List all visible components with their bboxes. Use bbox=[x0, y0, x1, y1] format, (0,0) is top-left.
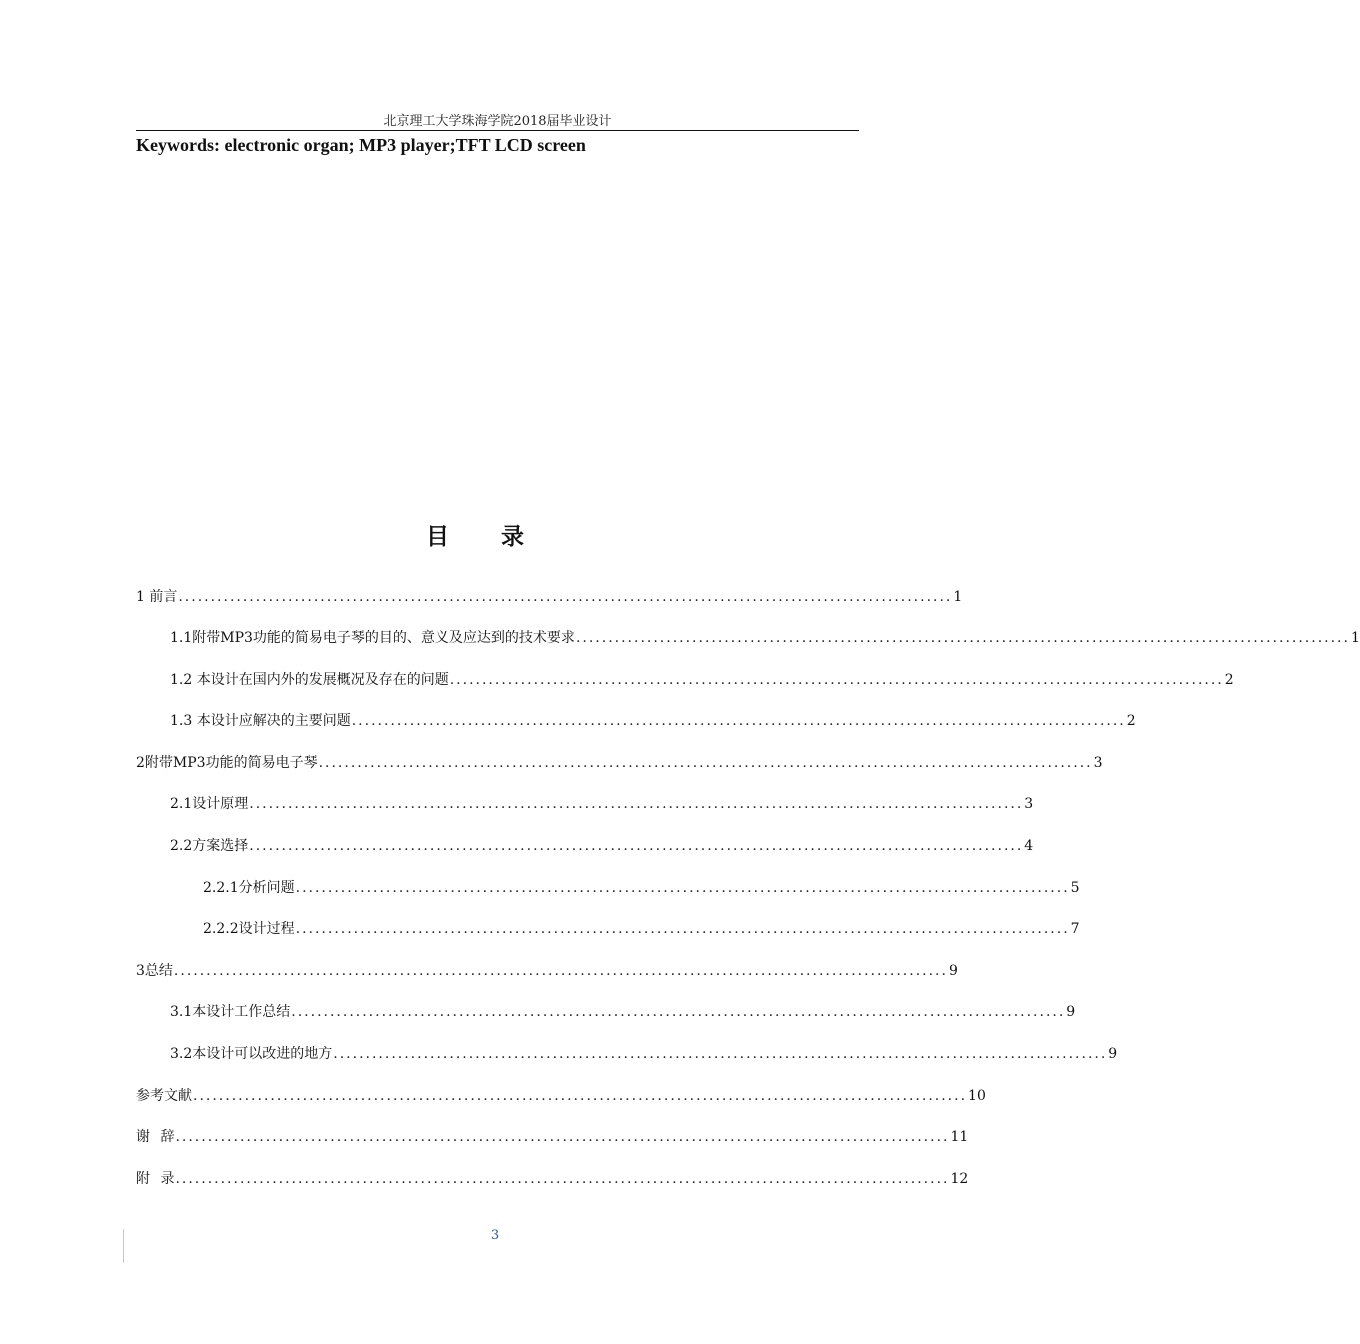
toc-entry-label: 1 前言 bbox=[136, 589, 178, 605]
toc-entry-page: 2 bbox=[1224, 672, 1234, 688]
toc-entry-3[interactable] bbox=[136, 960, 958, 980]
toc-entry-page: 12 bbox=[950, 1171, 969, 1187]
toc-dot-leader: ........................................................................................................................ bbox=[575, 630, 1350, 646]
page-number: 3 bbox=[490, 1228, 500, 1243]
toc-entry-page: 5 bbox=[1070, 880, 1080, 896]
toc-dot-leader: ........................................................................................................................ bbox=[249, 796, 1024, 812]
keywords-text: electronic organ; MP3 player;TFT LCD screen bbox=[224, 135, 586, 155]
toc-entry-page: 1 bbox=[1350, 630, 1360, 646]
toc-entry-page: 9 bbox=[1066, 1004, 1076, 1020]
toc-entry-page: 1 bbox=[953, 589, 963, 605]
toc-entry-3-1[interactable] bbox=[170, 1001, 1076, 1021]
toc-entry-label: 附 录 bbox=[136, 1171, 175, 1187]
toc-dot-leader: ........................................................................................................................ bbox=[175, 1129, 950, 1145]
toc-entry-page: 2 bbox=[1126, 713, 1136, 729]
toc-entry-label: 参考文献 bbox=[136, 1088, 192, 1104]
toc-entry-label: 2.2.2设计过程 bbox=[203, 921, 295, 937]
toc-dot-leader: ........................................................................................................................ bbox=[291, 1004, 1066, 1020]
toc-entry-2[interactable] bbox=[136, 752, 1103, 772]
toc-entry-label: 1.1附带MP3功能的简易电子琴的目的、意义及应达到的技术要求 bbox=[170, 630, 575, 646]
toc-entry-page: 4 bbox=[1024, 838, 1034, 854]
toc-entry-label: 1.2 本设计在国内外的发展概况及存在的问题 bbox=[170, 672, 449, 688]
toc-entry-label: 3.1本设计工作总结 bbox=[170, 1004, 291, 1020]
toc-entry-2-1[interactable] bbox=[170, 793, 1034, 813]
toc-dot-leader: ........................................................................................................................ bbox=[173, 963, 948, 979]
toc-dot-leader: ........................................................................................................................ bbox=[193, 1088, 968, 1104]
toc-entry-2-2-2[interactable] bbox=[203, 918, 1080, 938]
running-header: 北京理工大学珠海学院2018届毕业设计 bbox=[383, 114, 612, 129]
toc-entry-page: 3 bbox=[1093, 755, 1103, 771]
toc-entry-page: 10 bbox=[968, 1088, 986, 1104]
toc-entry-references[interactable] bbox=[136, 1085, 986, 1105]
keywords-label: Keywords bbox=[136, 135, 214, 155]
toc-entry-label: 2.2.1分析问题 bbox=[203, 880, 295, 896]
toc-dot-leader: ........................................................................................................................ bbox=[175, 1171, 950, 1187]
toc-entry-appendix[interactable] bbox=[136, 1168, 969, 1188]
toc-entry-label: 2.2方案选择 bbox=[170, 838, 249, 854]
toc-dot-leader: ........................................................................................................................ bbox=[178, 589, 953, 605]
toc-entry-page: 9 bbox=[1108, 1046, 1118, 1062]
toc-entry-page: 9 bbox=[948, 963, 958, 979]
toc-entry-page: 3 bbox=[1024, 796, 1034, 812]
toc-entry-label: 2.1设计原理 bbox=[170, 796, 249, 812]
toc-entry-1-2[interactable] bbox=[170, 669, 1234, 689]
toc-entry-1-3[interactable] bbox=[170, 710, 1136, 730]
toc-dot-leader: ........................................................................................................................ bbox=[249, 838, 1024, 854]
toc-entry-label: 谢 辞 bbox=[136, 1129, 175, 1145]
toc-dot-leader: ........................................................................................................................ bbox=[449, 672, 1224, 688]
toc-entry-2-2[interactable] bbox=[170, 835, 1034, 855]
keywords-line bbox=[136, 135, 586, 156]
keywords-separator: : bbox=[214, 135, 225, 155]
toc-entry-label: 3.2本设计可以改进的地方 bbox=[170, 1046, 333, 1062]
toc-title: 目 录 bbox=[425, 523, 546, 550]
toc-entry-2-2-1[interactable] bbox=[203, 877, 1080, 897]
toc-dot-leader: ........................................................................................................................ bbox=[295, 880, 1070, 896]
toc-entry-preface[interactable] bbox=[136, 586, 963, 606]
toc-dot-leader: ........................................................................................................................ bbox=[318, 755, 1093, 771]
toc-entry-acknowledgements[interactable] bbox=[136, 1126, 969, 1146]
toc-entry-label: 2附带MP3功能的简易电子琴 bbox=[136, 755, 318, 771]
toc-dot-leader: ........................................................................................................................ bbox=[351, 713, 1126, 729]
toc-entry-label: 3总结 bbox=[136, 963, 173, 979]
header-rule bbox=[136, 130, 859, 131]
toc-entry-1-1[interactable] bbox=[170, 627, 1360, 647]
toc-dot-leader: ........................................................................................................................ bbox=[295, 921, 1070, 937]
toc-entry-label: 1.3 本设计应解决的主要问题 bbox=[170, 713, 351, 729]
toc-dot-leader: ........................................................................................................................ bbox=[333, 1046, 1108, 1062]
toc-entry-page: 11 bbox=[950, 1129, 969, 1145]
toc-entry-3-2[interactable] bbox=[170, 1043, 1118, 1063]
toc-entry-page: 7 bbox=[1070, 921, 1080, 937]
